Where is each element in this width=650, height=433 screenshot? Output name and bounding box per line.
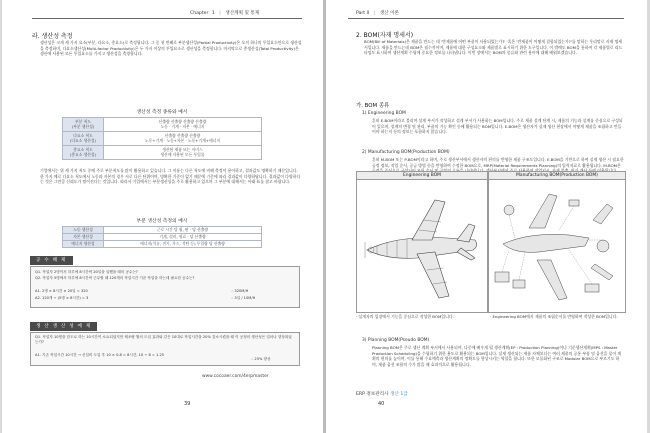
footer-url: www.cocoaer.com/4erpmaster [202, 374, 269, 379]
page-number: 40 [378, 401, 385, 407]
example-box-2 [30, 332, 300, 366]
example-banner-1: 공 수 해 제 [30, 256, 73, 265]
item-title: 3) Planning BOM(Pseudo BOM) [362, 338, 430, 343]
section-title: 라. 생산성 측정 [32, 33, 73, 40]
example-banner-2: 생 산 생 산 성 예 제 [30, 322, 97, 331]
pbom-paragraph: Planning BOM은 주로 생산 계획 부서에서 사용되며, 나중에 배우게 될 생산계획(EP : Production Planning)이나 기준생산계획(MPS : Master Production Scheduling)을 수립하기 위한 용도로 활용되는 BOM입니다. 실제 생산되는 제품 자체보다는 여러 제품의 공통 부품 및 옵션을 묶어 계획의 편의를 높이며, 이를 통해 수요예측과 생산계획의 정확도를 향상시키는 역할을 합니다. 또한 모듈화된 구조로 Modular BOM으로 부르기도 하며, 제품 옵션 조합의 수가 많을 때 효과적으로 활용됩니다. [372, 345, 622, 367]
book-brand: ERP 정보관리사 생산 1급 [356, 392, 408, 397]
chapter-label: Chapter [190, 11, 209, 16]
header-rule [32, 18, 302, 19]
answer-result: ∴ 25% 향상 [251, 357, 271, 361]
ebom-paragraph: 흔히 E-BOM이라고 불리며 설계 부서가 작성하고 설계 부서가 사용하는 BOM입니다. 주로 제품 설계 단계 시, 제품의 기능과 설계를 중심으로 구성되어 있으며, 설계의 변경 및 관리, 부품의 기능 확인 등에 활용되는 BOM입니다. E-BOM은 생산자가 실제 생산 현장에서 어떻게 제품을 조립하고 만들어야 하는지 등의 정보는 포함하지 않습니다. [372, 118, 623, 135]
left-page [2, 0, 323, 433]
fig-title-mbom: Manufacturing BOM(Production BOM) [488, 171, 626, 181]
question-text: Q1. 작업자 10명을 한도로 하는 10시간이 소요되었지만 제조량 월의 도입 효과와 같은 10대로 작업시간을 20% 감소시켰을 때 이 공정의 생산성은 얼마나 향상되었는가? [35, 335, 292, 344]
answer-line: A1. 2명 × 8시간 × 20일 = 320 [35, 289, 88, 293]
table-row [63, 118, 262, 132]
table-row [63, 132, 262, 146]
row-body: 기계, 설비, 원료 · 당 산출량 [104, 234, 262, 241]
row-body: 산출량 산출량 산출량 노동+기계 · 노동+자본 · 노동+기계+에너지 [104, 132, 262, 146]
answer-result: ∴ 3일 / 10M/H [231, 296, 256, 300]
ebom-caption: · 설계자의 입장에서 기능을 중심으로 작성한 BOM입니다. [356, 314, 454, 319]
answer-line: A2. 120개 ÷ (5명 × 8시간) = 3 [35, 296, 89, 300]
table2-title: 부분 생산성 측정의 예시 [136, 219, 188, 224]
subsection-title: 가. BOM 종류 [356, 103, 390, 109]
question-line: Q2. 작업자 5명에서 하루에 8시간씩 근무할 때 120개의 작업시간 기준 작업을 하는데 필요한 공수는? [35, 276, 195, 280]
partial-productivity-table [62, 226, 262, 248]
table-row [63, 227, 262, 234]
mbom-caption: · Engineering BOM에서 제품의 조립순서를 반영하여 작성한 BOM입니다. [490, 314, 618, 319]
chapter-title: 생산계획 및 통제 [225, 11, 260, 16]
mbom-paragraph: 흔히 M-BOM 또는 P-BOM이라고 하며, 주로 생산부서에서 생산자의 편의를 반영한 제품 구조도입니다. E-BOM을 기반으로 하여 실제 생산 시 필요한 공정 정보, 작업 순서, 공급 방법 등을 반영하여 수정한 BOM으로, MRP(Material Requirements Planning)의 입력자료로 활용됩니다. M-BOM은 [372, 157, 624, 168]
row-head: 에너지 생산성 [63, 241, 104, 248]
row-head: 자본 생산성 [63, 234, 104, 241]
row-head: 노동 생산성 [63, 227, 104, 234]
ebom-figure [356, 179, 488, 313]
row-head: 부분 척도 (부분 생산성) [63, 118, 104, 132]
item-title: 2) Manufacturing BOM(Production BOM) [362, 150, 450, 155]
header-rule [348, 18, 624, 19]
table-row [63, 241, 262, 248]
part-num: II [366, 11, 370, 16]
answer-line: A1. 기존 작업시간 10시간 → 신설비 도입 후 10 × 0.8 = 8시간, 10 ÷ 8 = 1.25 [35, 353, 165, 357]
chapter-num: 1 [211, 11, 215, 16]
airplane-assembly-illustration [357, 180, 487, 312]
part-header: Part II | 생산 이론 [356, 11, 399, 16]
row-body: 생산된 제품 또는 서비스 생산에 사용된 모든 투입물 [104, 146, 262, 160]
item-title: 1) Engineering BOM [362, 111, 406, 116]
mbom-figure [488, 179, 626, 313]
explanation-paragraph: 기업에서는 위 세 가지 척도 중에 주로 부분척도를 많이 활용하고 있습니다. 그 이유는 다른 척도에 비해 측정이 용이하고, 결과값도 명확하기 때문입니다. 한 가지 예로 다요소 척도에서 노동과 자본의 경우 서로 다른 단위이며, 명확한 기준이 없기 때문에 기준에 따라 결과값이 다양하답니다. 결과값이 다양하다는 것은 그만큼 신뢰도가 떨어진다는 것입니다. 따라서 기업에서는 부분생산성을 주로 활용하고 있으며 그 부분에 대해서는 아래 표를 참고 바랍니다. [40, 168, 301, 185]
right-page [326, 0, 647, 433]
example-box-1 [30, 266, 300, 308]
fig-title-ebom: Engineering BOM [356, 171, 488, 181]
table-row [63, 234, 262, 241]
row-head: 총요소 척도 (총요소 생산성) [63, 146, 104, 160]
intro-paragraph: 생산성은 크게 세 가지 요소(부분, 다요소, 총요소)로 측정됩니다. 그 중 첫 번째로 부분생산성(Partial Productivity)은 오직 하나의 투입요소만으로 생산성을 측정하며, 다요소생산성(Multi-factor Productivity)은 두 가지 이상의 투입요소로 생산성을 측정합니다. 마지막으로 총생산성(Total Productivity)은 생산에 사용된 모든 투입요소를 가지고 생산성을 측정합니다. [40, 40, 302, 57]
part-label: Part [356, 11, 366, 16]
row-body: 근로 시간 당 월, 판 · 당 산출량 [104, 227, 262, 234]
table-row [63, 146, 262, 160]
answer-result: ∴ 320M/H [231, 289, 249, 293]
page-number: 39 [184, 401, 191, 407]
table1-title: 생산성 측정 종류와 예시 [136, 110, 188, 115]
row-body: 산출량 산출량 산출량 산출량 노동 · 기계 · 자본 · 에너지 [104, 118, 262, 132]
section-title: 2. BOM(자재 명세서) [356, 32, 414, 39]
bom-intro-paragraph: BOM(Bill of Materials)은 제품을 만드는 데 '반제품에 어떤 부품이 사용되었는가?' '혹은 '반제품이 어떻게 결합되었는가?'를 말하는 우리말로 자재 명세서입니다. 제품을 만드는데 BOM은 필수적이며, 제품에 대한 구성요소와 제품별로 표시하기 위한 도구입니다. 이 밖에도 BOM을 통하여 각 제품별로 리드타임도 표시하여 생산계획 수립에 중요한 정보를 나타냅니다. 이번 장에서는 BOM의 종류와 관련 용어에 대해 배워보겠습니다. [364, 39, 623, 56]
exploded-airplane-illustration [489, 180, 625, 312]
row-body: 에너지(석유, 전기, 가스, 석탄 등) 투입량 당 산출량 [104, 241, 262, 248]
chapter-header: Chapter 1 | 생산계획 및 통제 [190, 11, 260, 16]
productivity-table [62, 117, 262, 160]
question-line: Q1. 작업자 2명이서 하루에 8시간씩 20일을 일했을 때의 공수는? [35, 270, 138, 274]
part-title: 생산 이론 [379, 11, 399, 16]
row-head: 다요소 척도 (다요소 생산성) [63, 132, 104, 146]
